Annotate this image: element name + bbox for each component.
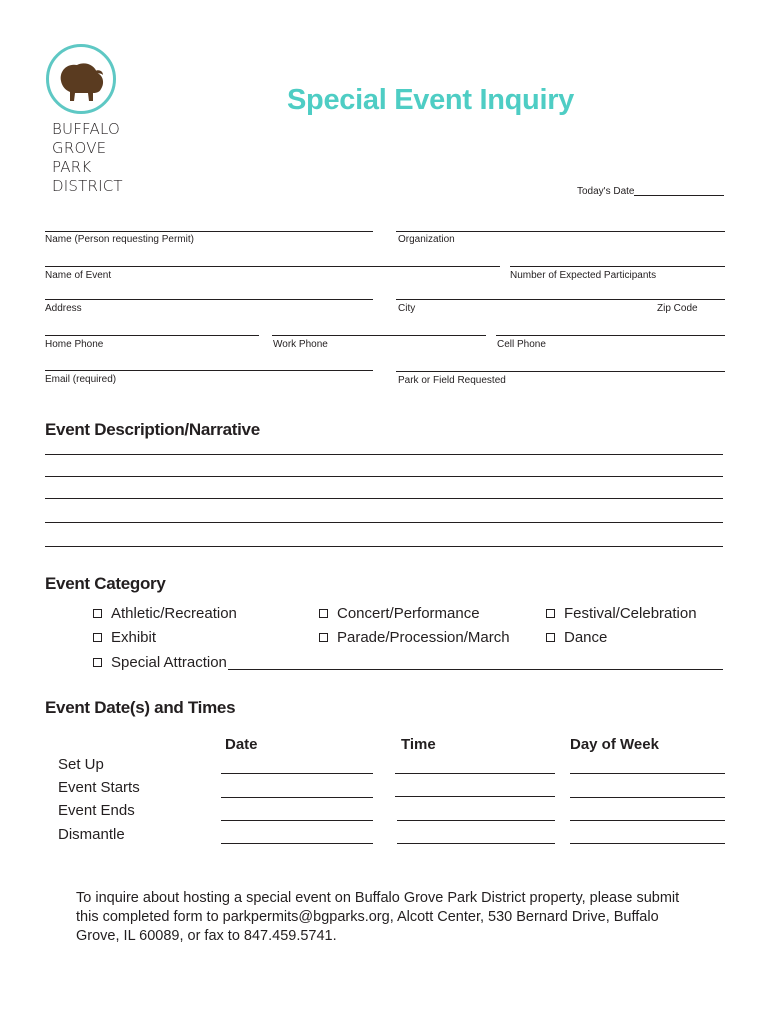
todays-date-field[interactable] [634, 195, 724, 196]
park-field[interactable] [396, 371, 725, 372]
description-heading: Event Description/Narrative [45, 420, 260, 439]
starts-time-field[interactable] [395, 796, 555, 797]
checkbox-parade[interactable] [319, 633, 328, 642]
checkbox-athletic[interactable] [93, 609, 102, 618]
checkbox-exhibit[interactable] [93, 633, 102, 642]
time-column-header: Time [401, 736, 436, 753]
category-concert[interactable] [319, 605, 480, 622]
day-column-header: Day of Week [570, 736, 659, 753]
category-concert-label: Concert/Performance [337, 605, 480, 622]
zip-label: Zip Code [657, 303, 698, 314]
buffalo-icon [55, 59, 107, 103]
dismantle-label: Dismantle [58, 826, 125, 843]
logo-line-4: DISTRICT [52, 177, 123, 195]
address-field[interactable] [45, 299, 373, 300]
description-line-5[interactable] [45, 546, 723, 547]
category-athletic[interactable] [93, 605, 237, 622]
work-phone-label: Work Phone [273, 339, 328, 350]
city-zip-field[interactable] [396, 299, 725, 300]
email-label: Email (required) [45, 374, 117, 385]
name-label: Name (Person requesting Permit) [45, 234, 194, 245]
ends-date-field[interactable] [221, 820, 373, 821]
logo-line-2: GROVE [52, 139, 107, 157]
dismantle-date-field[interactable] [221, 843, 373, 844]
cell-phone-field[interactable] [496, 335, 725, 336]
description-line-1[interactable] [45, 454, 723, 455]
submission-instructions: To inquire about hosting a special event on Buffalo Grove Park District property, please submit this completed form to parkpermits@bgparks.org, Alcott Center, 530 Bernard Drive, Buffalo Grove, IL 60089, or fax to 847.459.5741. [76, 890, 680, 944]
event-ends-label: Event Ends [58, 802, 135, 819]
category-dance-label: Dance [564, 629, 608, 646]
category-festival[interactable] [546, 605, 697, 622]
park-label: Park or Field Requested [398, 375, 506, 386]
category-heading: Event Category [45, 574, 166, 593]
description-line-4[interactable] [45, 522, 723, 523]
category-exhibit[interactable] [93, 629, 156, 646]
checkbox-dance[interactable] [546, 633, 555, 642]
description-line-2[interactable] [45, 476, 723, 477]
starts-day-field[interactable] [570, 797, 725, 798]
checkbox-special[interactable] [93, 658, 102, 667]
organization-field[interactable] [396, 231, 725, 232]
special-attraction-field[interactable] [228, 669, 723, 670]
logo-line-3: PARK [52, 158, 92, 176]
category-parade-label: Parade/Procession/March [337, 629, 510, 646]
category-athletic-label: Athletic/Recreation [111, 605, 237, 622]
event-name-field[interactable] [45, 266, 500, 267]
category-festival-label: Festival/Celebration [564, 605, 697, 622]
dates-heading: Event Date(s) and Times [45, 698, 236, 717]
home-phone-label: Home Phone [45, 339, 104, 350]
checkbox-festival[interactable] [546, 609, 555, 618]
email-field[interactable] [45, 370, 373, 371]
category-special-label: Special Attraction [111, 654, 227, 671]
date-column-header: Date [225, 736, 258, 753]
todays-date-label: Today's Date [577, 186, 635, 197]
category-parade[interactable] [319, 629, 510, 646]
event-name-label: Name of Event [45, 270, 112, 281]
category-special[interactable] [93, 654, 227, 671]
cell-phone-label: Cell Phone [497, 339, 546, 350]
logo-line-1: BUFFALO [52, 120, 120, 138]
dismantle-day-field[interactable] [570, 843, 725, 844]
category-exhibit-label: Exhibit [111, 629, 157, 646]
starts-date-field[interactable] [221, 797, 373, 798]
logo-wordmark [52, 120, 123, 196]
city-label: City [398, 303, 416, 314]
dismantle-time-field[interactable] [397, 843, 555, 844]
organization-label: Organization [398, 234, 455, 245]
description-line-3[interactable] [45, 498, 723, 499]
work-phone-field[interactable] [272, 335, 486, 336]
ends-day-field[interactable] [570, 820, 725, 821]
event-starts-label: Event Starts [58, 779, 140, 796]
participants-field[interactable] [510, 266, 725, 267]
form-title: Special Event Inquiry [287, 84, 575, 116]
setup-date-field[interactable] [221, 773, 373, 774]
home-phone-field[interactable] [45, 335, 259, 336]
address-label: Address [45, 303, 82, 314]
logo-emblem [46, 44, 116, 114]
name-field[interactable] [45, 231, 373, 232]
ends-time-field[interactable] [397, 820, 555, 821]
participants-label: Number of Expected Participants [510, 270, 657, 281]
checkbox-concert[interactable] [319, 609, 328, 618]
category-dance[interactable] [546, 629, 607, 646]
setup-label: Set Up [58, 756, 104, 773]
setup-time-field[interactable] [395, 773, 555, 774]
setup-day-field[interactable] [570, 773, 725, 774]
